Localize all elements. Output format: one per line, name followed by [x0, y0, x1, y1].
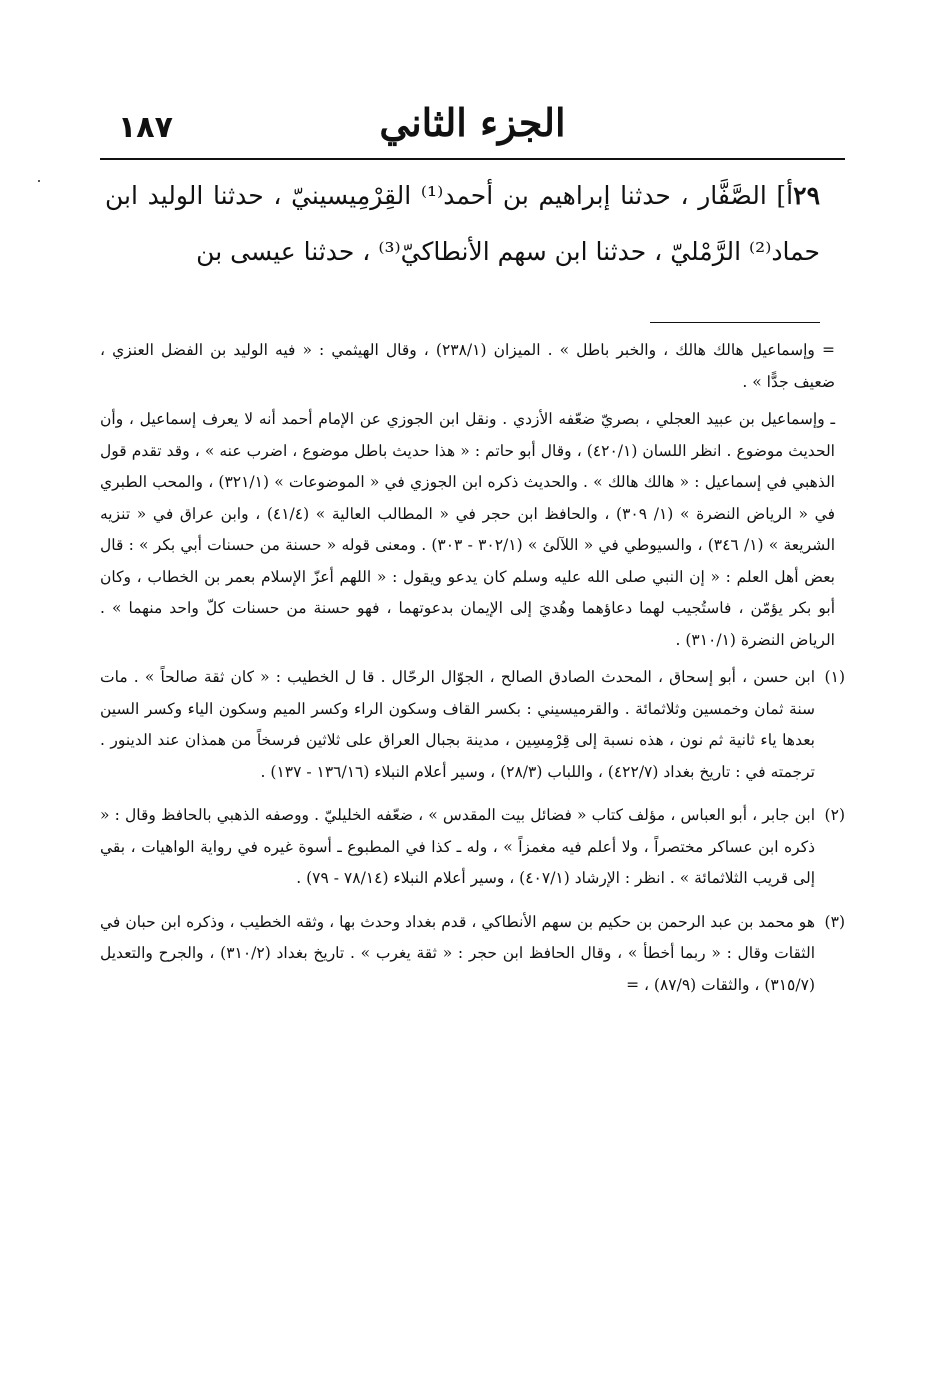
main-hadith-text [105, 168, 820, 280]
hadith-number: ٢٩ [793, 181, 820, 210]
footnote-number: (١) [824, 668, 845, 686]
scan-dot [38, 180, 40, 182]
footnote-1 [100, 662, 845, 788]
footnote-divider [650, 322, 820, 323]
footnote-text: هو محمد بن عبد الرحمن بن حكيم بن سهم الأنطاكي ، قدم بغداد وحدث بها ، وثقه الخطيب ، وذكره ابن حبان في الثقات وقال : « ربما أخطأ » ، وقال الحافظ ابن حجر : « ثقة يغرب » . تاريخ بغداد (٣١٠/٢) ، والجرح والتعديل (٣١٥/٧) ، والثقات (٨٧/٩) ، = [100, 912, 815, 994]
footnote-number: (٢) [824, 806, 845, 824]
page-header [100, 100, 845, 160]
footnote-continuation: = وإسماعيل هالك هالك ، والخبر باطل » . الميزان (٢٣٨/١) ، وقال الهيثمي : « فيه الوليد بن الفضل العنزي ، ضعيف جدًّا » . [100, 341, 835, 391]
footnote-2 [100, 800, 845, 895]
hadith-body: أ] الصَّفَّار ، حدثنا إبراهيم بن أحمد⁽¹⁾ القِرْمِيسينيّ ، حدثنا الوليد ابن حماد⁽²⁾ الرَّمْليّ ، حدثنا ابن سهم الأنطاكيّ⁽³⁾ ، حدثنا عيسى بن [105, 181, 820, 266]
running-title: الجزء الثاني [379, 100, 566, 145]
footnotes [100, 335, 845, 1013]
page-number: ١٨٧ [118, 110, 173, 145]
footnote-number: (٣) [824, 912, 845, 931]
footnote-text: ابن جابر ، أبو العباس ، مؤلف كتاب « فضائل بيت المقدس » ، ضعّفه الخليليّ . ووصفه الذهبي بالحافظ وقال : « ذكره ابن عساكر مختصراً ، ولا أعلم فيه مغمزاً » ، وله ـ كذا في المطبوع ـ أسوة غيره في رواية الواهيات ، بقي إلى قريب الثلاثمائة » . انظر : الإرشاد (٤٠٧/١) ، وسير أعلام النبلاء (٧٨/١٤ - ٧٩) . [100, 806, 815, 887]
footnote-continuation: ـ وإسماعيل بن عبيد العجلي ، بصريّ ضعّفه الأزدي . ونقل ابن الجوزي عن الإمام أحمد أنه لا يعرف إسماعيل ، وأن الحديث موضوع . انظر اللسان (٤٢٠/١) ، وقال أبو حاتم : « هذا حديث باطل موضوع ، اضرب عنه » ، وقد تقدم قول الذهبي في إسماعيل : « هالك هالك » . والحديث ذكره ابن الجوزي في « الموضوعات » (٣٢١/١) ، والمحب الطبري في « الرياض النضرة » (١/ ٣٠٩) ، والحافظ ابن حجر في « المطالب العالية » (٤١/٤) ، وابن عراق في « تنزيه الشريعة » (١/ ٣٤٦) ، والسيوطي في « اللآلئ » (٣٠٢/١ - ٣٠٣) . ومعنى قوله « حسنة من حسنات أبي بكر » : قال بعض أهل العلم : « إن النبي صلى الله عليه وسلم كان يدعو ويقول : « اللهم أعزّ الإسلام بعمر بن الخطاب ، وكان أبو بكر يؤمّن ، فاستُجيب لهما دعاؤهما وهُديَ إلى الإيمان بدعوتهما ، فهو حسنة من حسنات كلّ واحد منهما » . الرياض النضرة (٣١٠/١) . [100, 410, 835, 649]
footnote-3 [100, 907, 845, 1002]
footnote-text: ابن حسن ، أبو إسحاق ، المحدث الصادق الصالح ، الجوّال الرحّال . قا ل الخطيب : « كان ثقة صالحاً » . مات سنة ثمان وخمسين وثلاثمائة . والقرميسيني : بكسر القاف وسكون الراء وكسر الميم وسكون الياء وكسر السين بعدها ياء ثانية ثم نون ، هذه نسبة إلى قِرْمِسِين ، مدينة بجبال العراق على ثلاثين فرسخاً من همذان عند الدينور . ترجمته في : تاريخ بغداد (٤٢٢/٧) ، واللباب (٢٨/٣) ، وسير أعلام النبلاء (١٣٦/١٦ - ١٣٧) . [100, 668, 815, 781]
